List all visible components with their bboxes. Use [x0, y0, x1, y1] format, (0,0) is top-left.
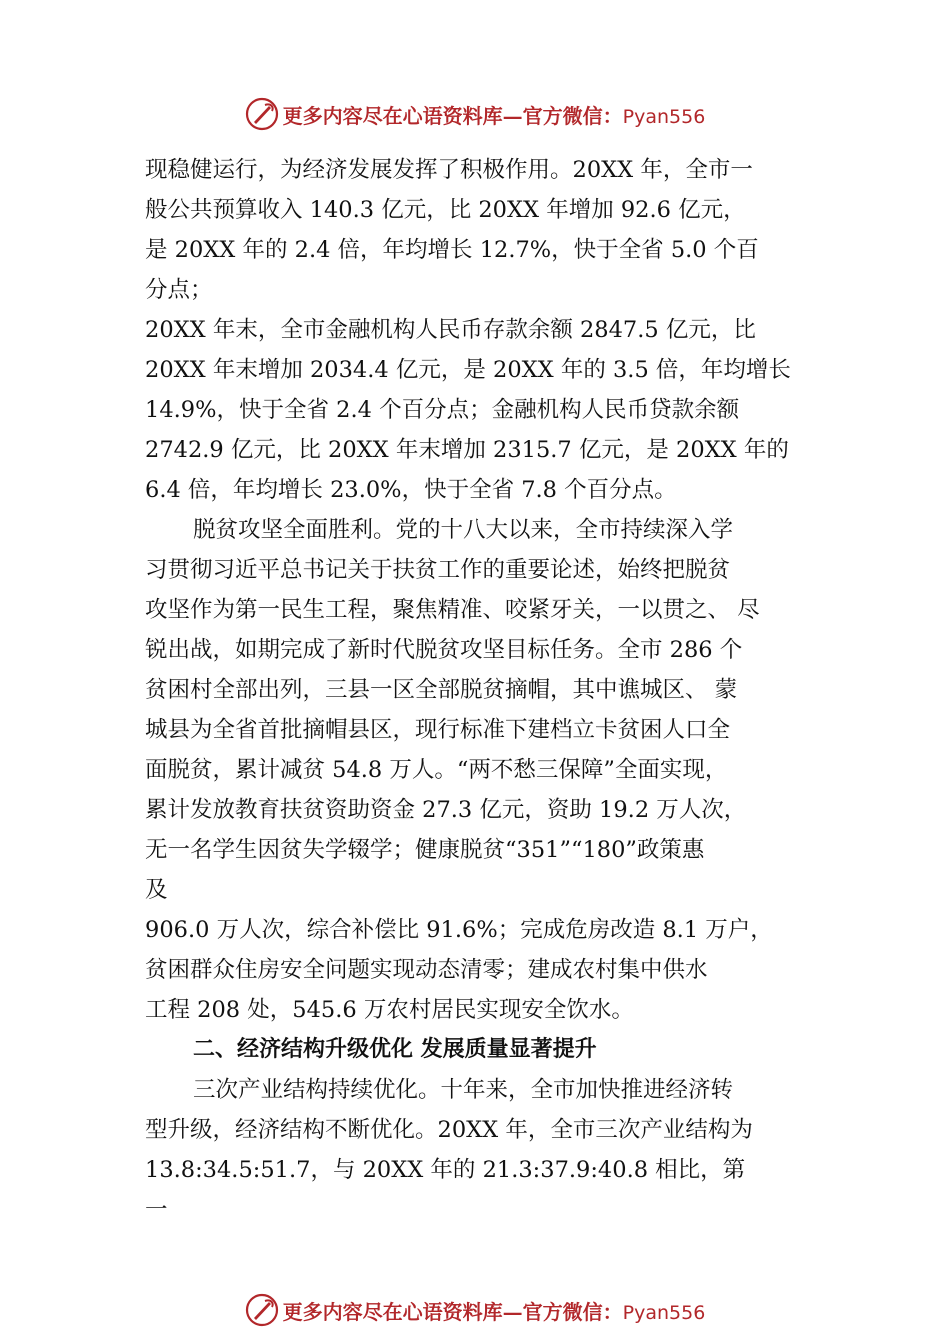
- text-line: 攻坚作为第一民生工程，聚焦精准、咬紧牙关，一以贯之、 尽: [145, 597, 760, 623]
- text-line: 是 20XX 年的 2.4 倍，年均增长 12.7%，快于全省 5.0 个百: [145, 237, 759, 263]
- wechat-id: Pyan556: [622, 1301, 706, 1324]
- document-body: [145, 150, 835, 1230]
- text-line: 及: [145, 877, 168, 903]
- text-line: 无一名学生因贫失学辍学；健康脱贫“351”“180”政策惠: [145, 837, 705, 863]
- text-line: 贫困村全部出列，三县一区全部脱贫摘帽，其中谯城区、 蒙: [145, 677, 738, 703]
- banner-text: 更多内容尽在心语资料库—官方微信：Pyan556: [282, 1299, 706, 1324]
- text-line: 6.4 倍，年均增长 23.0%，快于全省 7.8 个百分点。: [145, 477, 677, 503]
- text-line: 三次产业结构持续优化。十年来，全市加快推进经济转: [193, 1077, 734, 1103]
- text-line: 13.8:34.5:51.7，与 20XX 年的 21.3:37.9:40.8 相比，第: [145, 1157, 746, 1183]
- text-line: 20XX 年末，全市金融机构人民币存款余额 2847.5 亿元，比: [145, 317, 756, 343]
- text-line: 脱贫攻坚全面胜利。党的十八大以来，全市持续深入学: [193, 517, 734, 543]
- text-line: 习贯彻习近平总书记关于扶贫工作的重要论述，始终把脱贫: [145, 557, 731, 583]
- text-line: 面脱贫，累计减贫 54.8 万人。“两不愁三保障”全面实现，: [145, 757, 728, 783]
- banner-text: 更多内容尽在心语资料库—官方微信：Pyan556: [282, 103, 706, 128]
- quill-logo-icon: [245, 97, 279, 131]
- text-line: 14.9%，快于全省 2.4 个百分点；金融机构人民币贷款余额: [145, 397, 740, 423]
- text-line: 城县为全省首批摘帽县区，现行标准下建档立卡贫困人口全: [145, 717, 731, 743]
- text-line: 般公共预算收入 140.3 亿元，比 20XX 年增加 92.6 亿元，: [145, 197, 746, 223]
- text-line: 锐出战，如期完成了新时代脱贫攻坚目标任务。全市 286 个: [145, 637, 743, 663]
- text-line: 906.0 万人次，综合补偿比 91.6%；完成危房改造 8.1 万户，: [145, 917, 773, 943]
- text-line: 累计发放教育扶贫资助资金 27.3 亿元，资助 19.2 万人次，: [145, 797, 747, 823]
- text-line: 分点；: [145, 277, 213, 303]
- section-heading: 二、经济结构升级优化 发展质量显著提升: [193, 1037, 597, 1062]
- text-line: 一: [145, 1197, 168, 1223]
- footer-watermark-banner: [0, 1290, 950, 1330]
- quill-logo-icon: [245, 1293, 279, 1327]
- header-watermark-banner: [0, 94, 950, 134]
- wechat-id: Pyan556: [622, 105, 706, 128]
- text-line: 贫困群众住房安全问题实现动态清零；建成农村集中供水: [145, 957, 708, 983]
- text-line: 型升级，经济结构不断优化。20XX 年，全市三次产业结构为: [145, 1117, 753, 1143]
- text-line: 现稳健运行，为经济发展发挥了积极作用。20XX 年，全市一: [145, 157, 753, 183]
- text-line: 工程 208 处，545.6 万农村居民实现安全饮水。: [145, 997, 634, 1023]
- text-line: 2742.9 亿元，比 20XX 年末增加 2315.7 亿元，是 20XX 年的: [145, 437, 789, 463]
- text-line: 20XX 年末增加 2034.4 亿元，是 20XX 年的 3.5 倍，年均增长: [145, 357, 791, 383]
